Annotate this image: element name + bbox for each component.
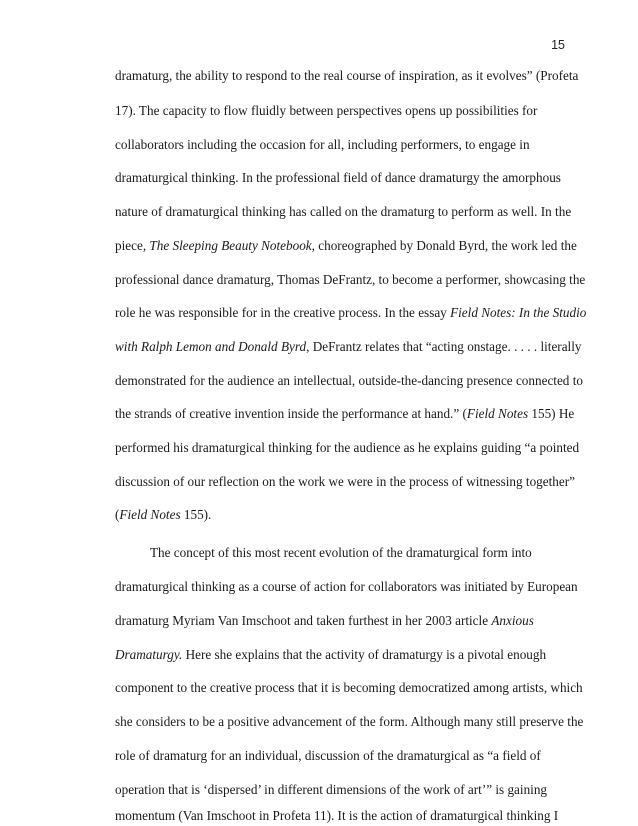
text-run: , choreographed by Donald Byrd, the work led the [311, 238, 577, 253]
text-run: ( [115, 507, 120, 522]
text-line: collaborators including the occasion for all, including performers, to engage in [115, 137, 530, 152]
text-line: nature of dramaturgical thinking has called on the dramaturg to perform as well. In the [115, 204, 572, 219]
text-line: professional dance dramaturg, Thomas DeFrantz, to become a performer, showcasing the [115, 272, 586, 287]
text-run: dramaturg Myriam Van Imschoot and taken furthest in her 2003 article [115, 613, 492, 628]
text-line: discussion of our reflection on the work we were in the process of witnessing together” [115, 474, 575, 489]
text-line: dramaturgical thinking. In the professional field of dance dramaturgy the amorphous [115, 170, 561, 185]
text-line [115, 613, 534, 629]
text-run: 155) He [528, 406, 575, 421]
italic-title: Field Notes [466, 406, 529, 421]
text-line [115, 507, 211, 523]
text-line: she considers to be a positive advancement of the form. Although many still preserve the [115, 714, 584, 729]
text-run: 155). [180, 507, 212, 522]
text-run: role he was responsible for in the creative process. In the essay [115, 305, 451, 320]
text-run: the strands of creative invention inside the performance at hand.” ( [115, 406, 467, 421]
text-line: role of dramaturg for an individual, discussion of the dramaturgical as “a field of [115, 748, 541, 763]
text-line [115, 305, 586, 321]
italic-title: Field Notes [119, 507, 181, 522]
text-line [115, 647, 546, 663]
text-line: momentum (Van Imschoot in Profeta 11). It is the action of dramaturgical thinking I [115, 808, 559, 823]
italic-title: Field Notes: In the Studio [450, 305, 587, 320]
italic-title: with Ralph Lemon and Donald Byrd [115, 339, 307, 354]
text-line [115, 406, 574, 422]
text-line: The concept of this most recent evolution of the dramaturgical form into [150, 545, 532, 560]
text-line: performed his dramaturgical thinking for the audience as he explains guiding “a pointed [115, 440, 580, 455]
text-run: Here she explains that the activity of dramaturgy is a pivotal enough [182, 647, 547, 662]
text-line: dramaturgical thinking as a course of action for collaborators was initiated by European [115, 579, 578, 594]
text-line: 17). The capacity to flow fluidly between perspectives opens up possibilities for [115, 103, 538, 118]
page-number: 15 [551, 38, 565, 52]
italic-title: The Sleeping Beauty Notebook [149, 238, 312, 253]
text-run: piece, [115, 238, 150, 253]
text-line: dramaturg, the ability to respond to the real course of inspiration, as it evolves” (Profeta [115, 68, 579, 83]
text-line: demonstrated for the audience an intellectual, outside-the-dancing presence connected to [115, 373, 583, 388]
text-line [115, 339, 581, 355]
text-line: operation that is ‘dispersed’ in different dimensions of the work of art’” is gaining [115, 782, 548, 797]
italic-title: Anxious [491, 613, 534, 628]
text-line: component to the creative process that it is becoming democratized among artists, which [115, 680, 583, 695]
text-run: , DeFrantz relates that “acting onstage. . . . . literally [306, 339, 582, 354]
italic-title: Dramaturgy. [115, 647, 183, 662]
text-line [115, 238, 577, 254]
